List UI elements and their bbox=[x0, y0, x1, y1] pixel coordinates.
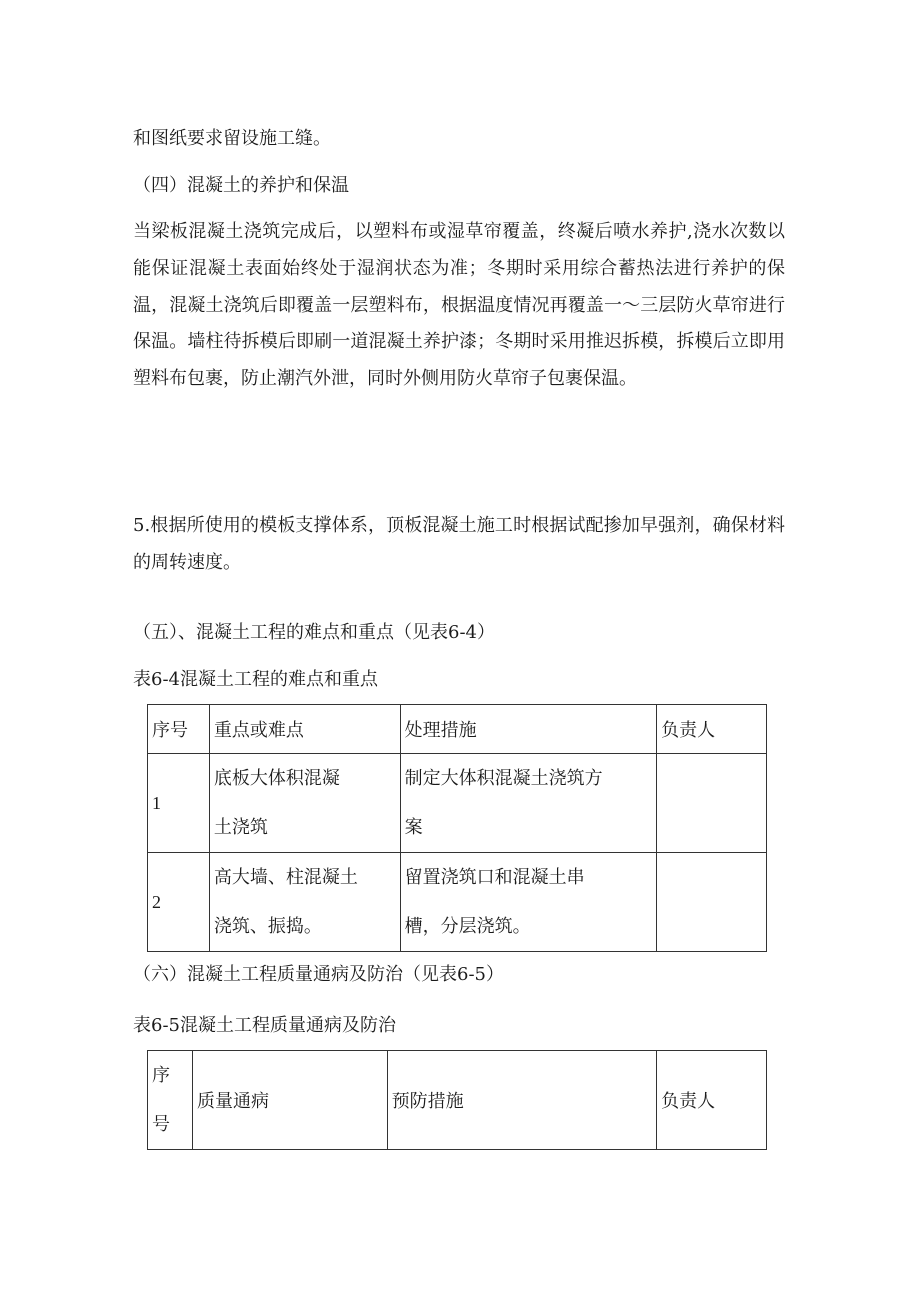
header-measure: 处理措施 bbox=[400, 705, 657, 754]
row-point bbox=[209, 853, 400, 952]
header-owner: 负责人 bbox=[657, 1051, 767, 1150]
table-row bbox=[148, 853, 767, 952]
header-point: 重点或难点 bbox=[209, 705, 400, 754]
table-row bbox=[148, 754, 767, 853]
table-6-4-caption: 表6-4混凝土工程的难点和重点 bbox=[133, 669, 378, 690]
table-header-row bbox=[148, 705, 767, 754]
header-measure: 预防措施 bbox=[387, 1051, 657, 1150]
table-6-5 bbox=[147, 1050, 767, 1150]
row-measure-line-2: 案 bbox=[404, 817, 423, 838]
row-point-line-2: 浇筑、振捣。 bbox=[213, 916, 322, 937]
row-owner bbox=[657, 853, 767, 952]
paragraph-1: 和图纸要求留设施工缝。 bbox=[133, 128, 331, 149]
row-measure bbox=[400, 853, 657, 952]
row-point-line-1: 底板大体积混凝 bbox=[213, 768, 340, 789]
table-6-5-caption: 表6-5混凝土工程质量通病及防治 bbox=[133, 1015, 396, 1036]
header-no-line-2: 号 bbox=[152, 1114, 170, 1135]
row-point bbox=[209, 754, 400, 853]
header-defect: 质量通病 bbox=[192, 1051, 387, 1150]
header-owner: 负责人 bbox=[657, 705, 767, 754]
row-point-line-2: 土浇筑 bbox=[213, 817, 268, 838]
header-no: 序号 bbox=[148, 705, 210, 754]
header-no-line-1: 序 bbox=[152, 1065, 170, 1086]
table-header-row bbox=[148, 1051, 767, 1150]
row-measure-line-2: 槽，分层浇筑。 bbox=[404, 916, 531, 937]
row-measure-line-1: 留置浇筑口和混凝土串 bbox=[404, 867, 585, 888]
table-6-4 bbox=[147, 704, 767, 952]
header-no bbox=[148, 1051, 193, 1150]
section-heading-5: （五）、混凝土工程的难点和重点（见表6-4） bbox=[133, 622, 495, 643]
row-no: 2 bbox=[148, 853, 210, 952]
row-no: 1 bbox=[148, 754, 210, 853]
row-measure bbox=[400, 754, 657, 853]
paragraph-curing: 当梁板混凝土浇筑完成后，以塑料布或湿草帘覆盖，终凝后喷水养护,浇水次数以能保证混凝土表面始终处于湿润状态为准；冬期时采用综合蓄热法进行养护的保温，混凝土浇筑后即覆盖一层塑料布，根据温度情况再覆盖一～三层防火草帘进行保温。墙柱待拆模后即刷一道混凝土养护漆；冬期时采用推迟拆模，拆模后立即用塑料布包裹，防止潮汽外泄，同时外侧用防火草帘子包裹保温。 bbox=[133, 221, 785, 390]
row-point-line-1: 高大墙、柱混凝土 bbox=[213, 867, 358, 888]
section-heading-4: （四）混凝土的养护和保温 bbox=[133, 175, 349, 196]
row-measure-line-1: 制定大体积混凝土浇筑方 bbox=[404, 768, 603, 789]
section-heading-6: （六）混凝土工程质量通病及防治（见表6-5） bbox=[133, 964, 504, 985]
paragraph-early-strength: 5.根据所使用的模板支撑体系，顶板混凝土施工时根据试配掺加早强剂，确保材料的周转速度。 bbox=[133, 515, 785, 573]
row-owner bbox=[657, 754, 767, 853]
